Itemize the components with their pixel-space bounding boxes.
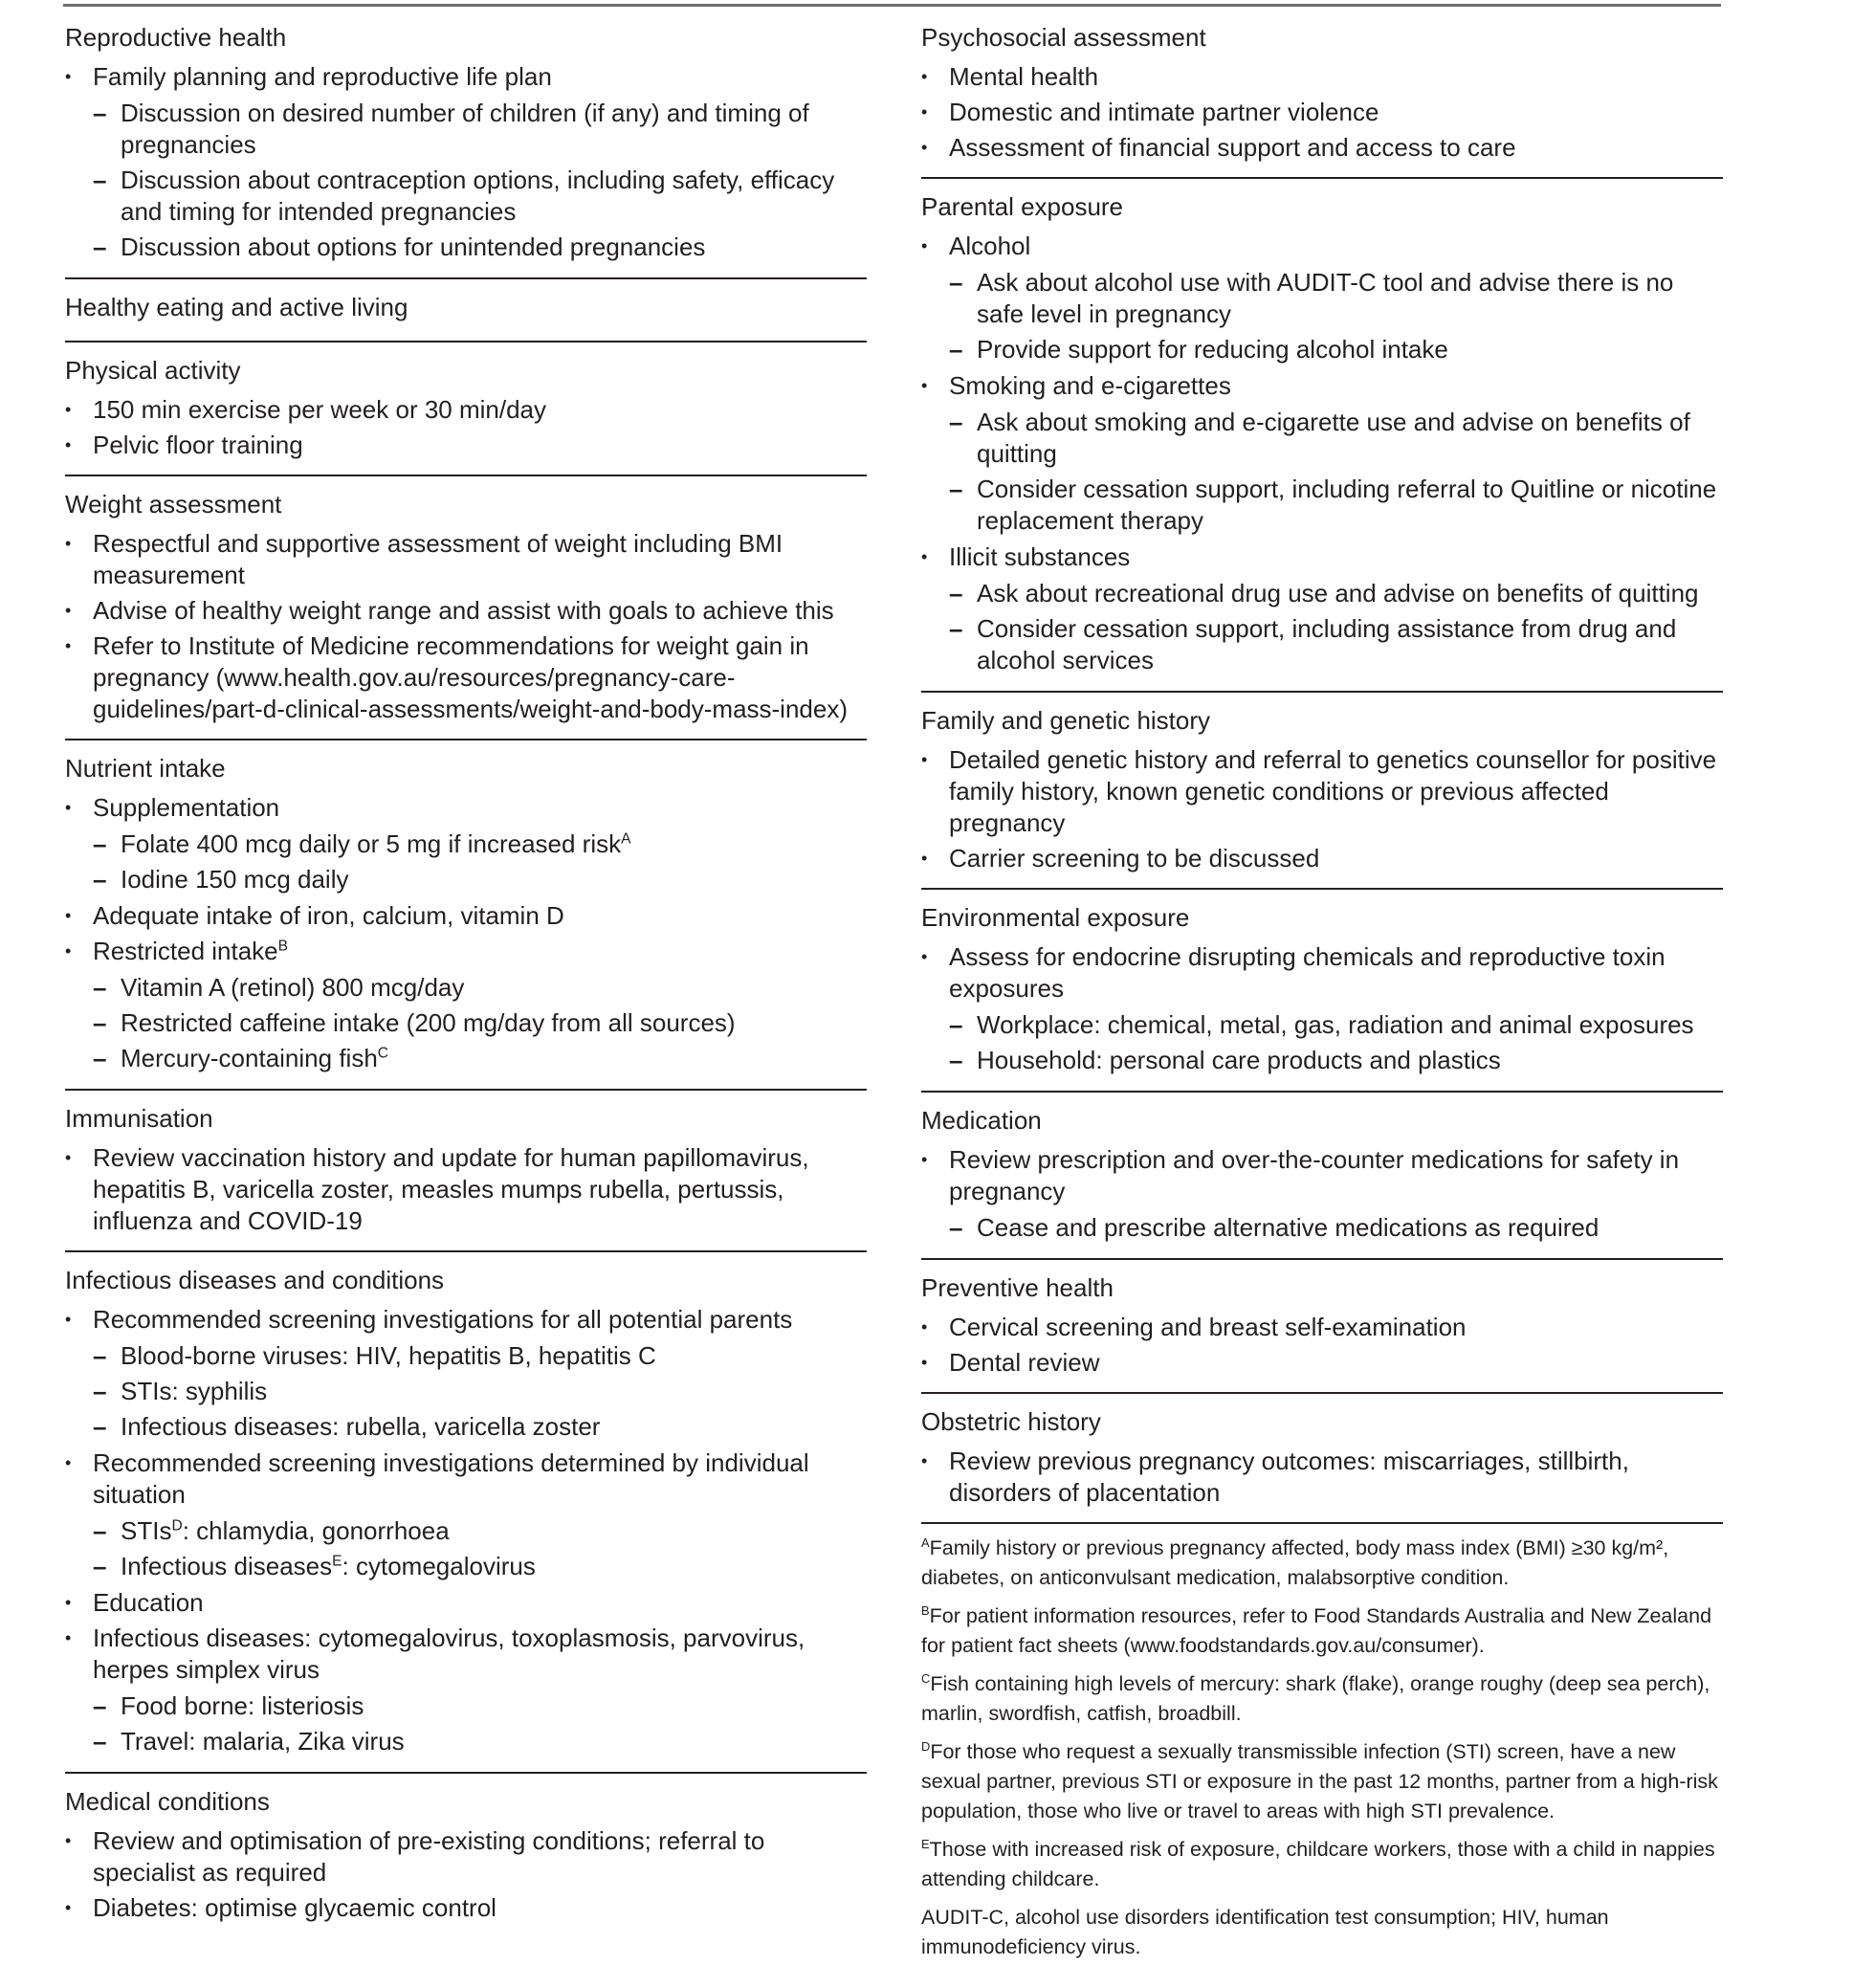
item-text: Education	[93, 1588, 204, 1617]
bullet-list	[921, 1312, 1723, 1379]
sub-list-item	[93, 1411, 867, 1443]
sub-list-item	[93, 1340, 867, 1372]
list-item	[65, 1142, 867, 1237]
list-item	[65, 1587, 867, 1619]
sub-list	[949, 267, 1723, 365]
list-item	[921, 231, 1723, 365]
sub-item-text: Discussion about options for unintended pregnancies	[121, 232, 706, 261]
list-item	[65, 936, 867, 1074]
section	[65, 1091, 867, 1252]
section	[921, 1093, 1723, 1260]
footnote-mark: E	[921, 1836, 930, 1851]
footnotes	[921, 1524, 1723, 1962]
sub-item-text: Discussion about contraception options, including safety, efficacy and timing for intended pregnancies	[121, 166, 835, 226]
section-title: Environmental exposure	[921, 903, 1190, 932]
item-text: Review and optimisation of pre-existing conditions; referral to specialist as required	[93, 1826, 765, 1887]
footnote-text: For patient information resources, refer to Food Standards Australia and New Zealand for patient fact sheets (www.foodstandards.gov.au/consumer).	[921, 1604, 1712, 1657]
list-item	[65, 630, 867, 725]
sub-list-item	[949, 578, 1723, 609]
item-text: Dental review	[949, 1348, 1100, 1377]
left-column	[65, 10, 867, 1937]
sub-item-text: Mercury-containing fish	[121, 1044, 378, 1072]
footnote-text: Fish containing high levels of mercury: shark (flake), orange roughy (deep sea perch), marlin, swordfish, catfish, broadbill.	[921, 1672, 1710, 1725]
list-item	[921, 370, 1723, 537]
item-text: Domestic and intimate partner violence	[949, 98, 1379, 126]
footnote	[921, 1534, 1723, 1593]
item-text: Advise of healthy weight range and assist with goals to achieve this	[93, 596, 834, 625]
section	[921, 890, 1723, 1093]
item-text: Smoking and e-cigarettes	[949, 371, 1231, 400]
sub-item-text: Iodine 150 mcg daily	[121, 865, 349, 894]
item-text: Restricted intake	[93, 937, 278, 965]
sub-item-text: Consider cessation support, including referral to Quitline or nicotine replacement therapy	[977, 475, 1717, 535]
footnote-marker: E	[332, 1553, 342, 1570]
bullet-list	[65, 394, 867, 461]
section-title: Weight assessment	[65, 490, 282, 519]
section	[921, 1260, 1723, 1394]
section-title: Physical activity	[65, 356, 241, 385]
section	[65, 10, 867, 279]
sub-item-text: Travel: malaria, Zika virus	[121, 1727, 405, 1756]
sub-item-text: STIs	[121, 1516, 172, 1545]
item-text-suffix: : chlamydia, gonorrhoea	[182, 1516, 450, 1545]
sub-list	[93, 1690, 867, 1757]
footnote	[921, 1601, 1723, 1661]
sub-item-text: Ask about recreational drug use and advise on benefits of quitting	[977, 579, 1699, 607]
right-column	[921, 10, 1723, 1971]
section	[65, 1252, 867, 1774]
footnote-text: Family history or previous pregnancy affected, body mass index (BMI) ≥30 kg/m², diabetes, on anticonvulsant medication, malabsorptive condition.	[921, 1536, 1669, 1589]
item-text: Refer to Institute of Medicine recommendations for weight gain in pregnancy (www.health.gov.au/resources/pregnancy-care-guidelines/part-d-clinical-assessments/weight-and-body-mass-index)	[93, 631, 849, 723]
sub-list	[93, 828, 867, 895]
sub-item-text: Household: personal care products and plastics	[977, 1046, 1501, 1074]
item-text: Recommended screening investigations for all potential parents	[93, 1305, 793, 1334]
list-item	[65, 1304, 867, 1443]
item-text: Respectful and supportive assessment of weight including BMI measurement	[93, 529, 783, 589]
sub-list-item	[949, 407, 1723, 470]
section	[65, 279, 867, 342]
list-item	[65, 1825, 867, 1889]
section-title: Parental exposure	[921, 192, 1124, 221]
sub-item-text: Consider cessation support, including assistance from drug and alcohol services	[977, 614, 1677, 674]
sub-list-item	[949, 1045, 1723, 1076]
item-text: Illicit substances	[949, 542, 1131, 571]
item-text: 150 min exercise per week or 30 min/day	[93, 395, 547, 424]
section-title: Preventive health	[921, 1273, 1114, 1302]
bullet-list	[921, 941, 1723, 1076]
sub-list	[93, 1515, 867, 1582]
sub-list	[93, 972, 867, 1074]
bullet-list	[921, 231, 1723, 676]
list-item	[921, 1312, 1723, 1343]
list-item	[921, 941, 1723, 1076]
sub-list-item	[93, 864, 867, 895]
sub-item-text: Vitamin A (retinol) 800 mcg/day	[121, 973, 465, 1002]
item-text: Cervical screening and breast self-examination	[949, 1313, 1467, 1341]
item-text: Detailed genetic history and referral to genetics counsellor for positive family history, known genetic conditions or previous affected pregnancy	[949, 745, 1717, 837]
list-item	[65, 1623, 867, 1757]
section-title: Healthy eating and active living	[65, 293, 408, 321]
sub-item-text: Discussion on desired number of children (if any) and timing of pregnancies	[121, 99, 809, 159]
list-item	[921, 843, 1723, 874]
sub-list	[949, 1212, 1723, 1244]
sub-list-item	[949, 1009, 1723, 1041]
list-item	[921, 1144, 1723, 1244]
section-title: Infectious diseases and conditions	[65, 1266, 445, 1294]
sub-item-text: Blood-borne viruses: HIV, hepatitis B, hepatitis C	[121, 1341, 656, 1370]
sub-list-item	[93, 828, 867, 860]
footnote	[921, 1737, 1723, 1826]
item-text: Mental health	[949, 62, 1099, 91]
footnote-marker: B	[277, 938, 289, 955]
list-item	[65, 792, 867, 895]
footnote-marker: C	[377, 1045, 389, 1062]
bullet-list	[65, 61, 867, 263]
section-title: Immunisation	[65, 1104, 213, 1133]
item-text: Alcohol	[949, 232, 1031, 260]
footnote-marker: A	[621, 830, 631, 848]
list-item	[65, 528, 867, 591]
footnote-text: For those who request a sexually transmissible infection (STI) screen, have a new sexual partner, previous STI or exposure in the past 12 months, partner from a high-risk population, those who live or travel to areas with high STI prevalence.	[921, 1740, 1718, 1822]
item-text: Infectious diseases: cytomegalovirus, toxoplasmosis, parvovirus, herpes simplex virus	[93, 1624, 805, 1684]
sub-list	[949, 578, 1723, 676]
list-item	[921, 541, 1723, 676]
bullet-list	[65, 1825, 867, 1924]
footnote-mark: A	[921, 1535, 930, 1550]
list-item	[921, 97, 1723, 128]
item-text-suffix: : cytomegalovirus	[342, 1552, 536, 1580]
item-text: Recommended screening investigations determined by individual situation	[93, 1448, 809, 1509]
sub-list-item	[93, 98, 867, 161]
section	[921, 693, 1723, 890]
sub-list	[93, 98, 867, 263]
item-text: Supplementation	[93, 793, 280, 822]
bullet-list	[65, 528, 867, 725]
item-text: Family planning and reproductive life plan	[93, 62, 552, 91]
sub-list-item	[949, 267, 1723, 330]
section	[65, 476, 867, 740]
bullet-list	[65, 1142, 867, 1237]
list-item	[921, 61, 1723, 93]
list-item	[65, 430, 867, 461]
list-item	[65, 394, 867, 426]
sub-list-item	[93, 232, 867, 263]
sub-item-text: Workplace: chemical, metal, gas, radiation and animal exposures	[977, 1010, 1694, 1039]
sub-list	[949, 1009, 1723, 1076]
bullet-list	[921, 61, 1723, 164]
bullet-list	[65, 1304, 867, 1757]
item-text: Pelvic floor training	[93, 431, 303, 459]
list-item	[65, 595, 867, 627]
item-text: Adequate intake of iron, calcium, vitamin D	[93, 901, 564, 930]
sub-item-text: Infectious diseases: rubella, varicella zoster	[121, 1412, 601, 1441]
list-item	[921, 1446, 1723, 1509]
section	[921, 10, 1723, 179]
footnote-mark: C	[921, 1670, 931, 1686]
list-item	[65, 1892, 867, 1924]
sub-item-text: Infectious diseases	[121, 1552, 333, 1580]
sub-list-item	[949, 334, 1723, 365]
list-item	[921, 1347, 1723, 1379]
section-title: Medical conditions	[65, 1787, 270, 1816]
footnote-mark: D	[921, 1738, 931, 1754]
sub-list-item	[93, 1690, 867, 1722]
section-title: Medication	[921, 1106, 1042, 1135]
footnote-text: Those with increased risk of exposure, childcare workers, those with a child in nappies attending childcare.	[921, 1838, 1715, 1890]
footnote-marker: D	[171, 1517, 183, 1535]
sub-list-item	[93, 1376, 867, 1407]
section-title: Nutrient intake	[65, 754, 226, 783]
sub-item-text: Cease and prescribe alternative medications as required	[977, 1213, 1599, 1242]
sub-list-item	[93, 1007, 867, 1039]
section	[65, 740, 867, 1091]
bullet-list	[65, 792, 867, 1074]
sub-item-text: Provide support for reducing alcohol intake	[977, 335, 1448, 364]
section	[65, 1774, 867, 1937]
list-item	[65, 1447, 867, 1582]
list-item	[65, 900, 867, 932]
sub-list-item	[949, 474, 1723, 537]
sub-item-text: Food borne: listeriosis	[121, 1691, 364, 1720]
sub-list-item	[93, 1043, 867, 1074]
bullet-list	[921, 1446, 1723, 1509]
section-title: Reproductive health	[65, 23, 287, 52]
sub-list-item	[93, 972, 867, 1004]
sub-item-text: Ask about smoking and e-cigarette use and advise on benefits of quitting	[977, 408, 1690, 468]
item-text: Review previous pregnancy outcomes: miscarriages, stillbirth, disorders of placentation	[949, 1447, 1629, 1507]
bullet-list	[921, 1144, 1723, 1244]
list-item	[65, 61, 867, 263]
item-text: Assess for endocrine disrupting chemicals and reproductive toxin exposures	[949, 942, 1665, 1003]
footnote	[921, 1903, 1723, 1962]
sub-item-text: Restricted caffeine intake (200 mg/day from all sources)	[121, 1008, 736, 1037]
footnote	[921, 1669, 1723, 1729]
section-title: Family and genetic history	[921, 706, 1211, 735]
list-item	[921, 132, 1723, 164]
list-item	[921, 744, 1723, 839]
footnote-text: AUDIT-C, alcohol use disorders identification test consumption; HIV, human immunodeficiency virus.	[921, 1906, 1609, 1958]
bullet-list	[921, 744, 1723, 874]
section-title: Psychosocial assessment	[921, 23, 1206, 52]
section-title: Obstetric history	[921, 1407, 1101, 1436]
section	[65, 342, 867, 476]
sub-list-item	[949, 1212, 1723, 1244]
item-text: Diabetes: optimise glycaemic control	[93, 1893, 496, 1922]
sub-list	[949, 407, 1723, 537]
sub-list-item	[949, 613, 1723, 676]
footnote	[921, 1835, 1723, 1894]
sub-list-item	[93, 1726, 867, 1757]
section	[921, 179, 1723, 693]
top-rule	[63, 4, 1721, 7]
footnote-mark: B	[921, 1602, 930, 1618]
item-text: Review prescription and over-the-counter medications for safety in pregnancy	[949, 1145, 1680, 1205]
sub-list-item	[93, 165, 867, 228]
sub-list	[93, 1340, 867, 1443]
item-text: Carrier screening to be discussed	[949, 844, 1320, 873]
item-text: Review vaccination history and update for human papillomavirus, hepatitis B, varicella zoster, measles mumps rubella, pertussis, influenza and COVID-19	[93, 1143, 809, 1235]
section	[921, 1394, 1723, 1524]
sub-item-text: Folate 400 mcg daily or 5 mg if increased risk	[121, 829, 622, 858]
sub-item-text: Ask about alcohol use with AUDIT-C tool and advise there is no safe level in pregnancy	[977, 268, 1674, 328]
item-text: Assessment of financial support and access to care	[949, 133, 1516, 162]
sub-item-text: STIs: syphilis	[121, 1377, 268, 1405]
sub-list-item	[93, 1551, 867, 1582]
sub-list-item	[93, 1515, 867, 1547]
